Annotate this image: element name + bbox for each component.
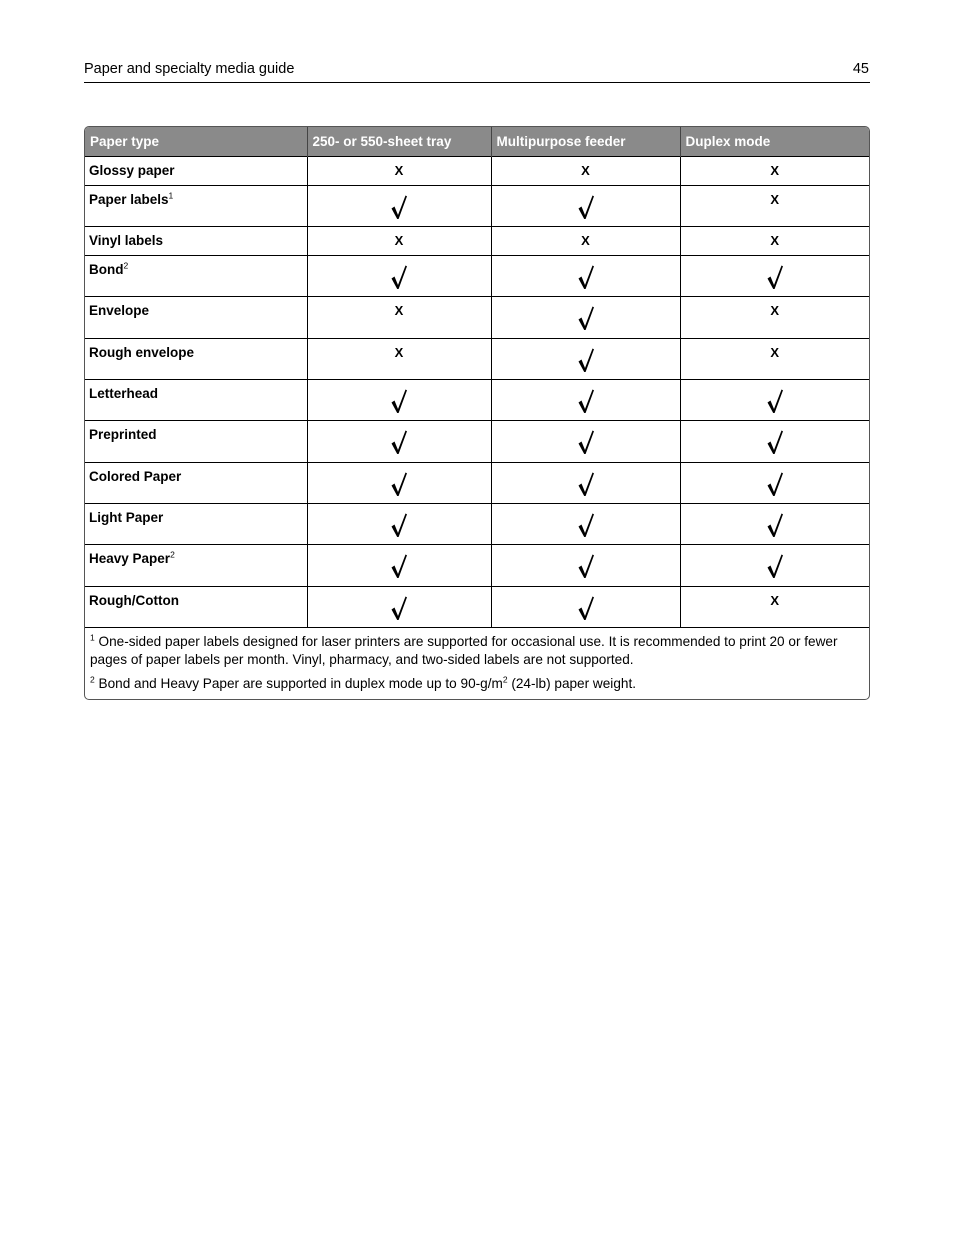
- paper-type-name: Preprinted: [89, 426, 157, 442]
- paper-type-cell: [85, 379, 307, 420]
- support-cell: [680, 586, 869, 627]
- paper-type-cell: [85, 296, 307, 338]
- table-row: [85, 296, 869, 338]
- table-row: [85, 503, 869, 544]
- footnote-1-text: One-sided paper labels designed for laser printers are supported for occasional use. It is recommended to print 20 or fewer pages of paper labels per month. Vinyl, pharmacy, and two-sided labels are not supported.: [90, 634, 838, 667]
- footnote-2-text-a: Bond and Heavy Paper are supported in duplex mode up to 90-g/m: [98, 676, 503, 691]
- check-icon: [685, 264, 866, 290]
- check-icon: [496, 429, 676, 455]
- check-icon: [685, 553, 866, 579]
- support-cell: [491, 544, 680, 586]
- paper-type-name: Bond: [89, 261, 124, 277]
- support-cell: [307, 338, 491, 379]
- support-cell: [491, 185, 680, 226]
- paper-type-cell: [85, 544, 307, 586]
- paper-type-cell: [85, 156, 307, 185]
- table-row: [85, 156, 869, 185]
- support-cell: [491, 420, 680, 462]
- footnote-ref: 2: [170, 549, 175, 559]
- footnote-1-number: 1: [90, 632, 95, 643]
- support-cell: [307, 185, 491, 226]
- check-icon: [312, 512, 487, 538]
- check-icon: [496, 388, 676, 414]
- paper-type-cell: [85, 586, 307, 627]
- support-cell: [491, 462, 680, 503]
- check-icon: [312, 194, 487, 220]
- support-cell: [307, 296, 491, 338]
- support-cell: [307, 420, 491, 462]
- paper-type-cell: [85, 226, 307, 255]
- support-cell: [307, 462, 491, 503]
- paper-type-name: Rough envelope: [89, 344, 195, 360]
- support-cell: [680, 296, 869, 338]
- support-cell: [491, 226, 680, 255]
- paper-type-name: Letterhead: [89, 385, 159, 401]
- check-icon: [685, 512, 866, 538]
- support-cell: [491, 338, 680, 379]
- x-mark: X: [770, 592, 780, 608]
- paper-type-cell: [85, 503, 307, 544]
- footnote-ref: 1: [168, 190, 174, 200]
- x-mark: X: [394, 344, 404, 360]
- support-cell: [680, 255, 869, 296]
- paper-type-name: Heavy Paper: [89, 550, 171, 566]
- header-tray: 250- or 550-sheet tray: [307, 127, 491, 156]
- check-icon: [496, 194, 676, 220]
- x-mark: X: [770, 344, 780, 360]
- paper-type-cell: [85, 338, 307, 379]
- footnote-1: [90, 633, 865, 669]
- table-row: [85, 185, 869, 226]
- paper-type-name: Glossy paper: [89, 162, 175, 178]
- check-icon: [496, 347, 676, 373]
- check-icon: [312, 471, 487, 497]
- support-cell: [680, 420, 869, 462]
- footnote-2-number: 2: [90, 674, 95, 685]
- check-icon: [496, 553, 676, 579]
- support-cell: [680, 185, 869, 226]
- table-row: [85, 420, 869, 462]
- header-title: Paper and specialty media guide: [84, 61, 295, 77]
- x-mark: X: [770, 162, 780, 178]
- support-cell: [680, 544, 869, 586]
- check-icon: [496, 512, 676, 538]
- support-cell: [307, 586, 491, 627]
- support-cell: [491, 255, 680, 296]
- support-cell: [307, 544, 491, 586]
- table-row: [85, 338, 869, 379]
- paper-type-cell: [85, 255, 307, 296]
- table-row: [85, 379, 869, 420]
- x-mark: X: [394, 232, 404, 248]
- paper-type-name: Colored Paper: [89, 468, 182, 484]
- check-icon: [685, 429, 866, 455]
- page-header: [84, 60, 870, 83]
- x-mark: X: [770, 302, 780, 318]
- header-duplex-mode: Duplex mode: [680, 127, 869, 156]
- x-mark: X: [394, 302, 404, 318]
- paper-type-name: Vinyl labels: [89, 232, 164, 248]
- footnote-2-text-b: (24-lb) paper weight.: [507, 676, 636, 691]
- check-icon: [312, 595, 487, 621]
- support-cell: [680, 462, 869, 503]
- table-row: [85, 586, 869, 627]
- x-mark: X: [581, 162, 590, 178]
- paper-type-cell: [85, 462, 307, 503]
- table-row: [85, 226, 869, 255]
- header-multipurpose-feeder: Multipurpose feeder: [491, 127, 680, 156]
- support-cell: [680, 156, 869, 185]
- support-cell: [491, 503, 680, 544]
- x-mark: X: [581, 232, 590, 248]
- table-row: [85, 544, 869, 586]
- header-paper-type: Paper type: [85, 127, 307, 156]
- support-cell: [491, 379, 680, 420]
- support-cell: [307, 226, 491, 255]
- check-icon: [496, 471, 676, 497]
- check-icon: [312, 429, 487, 455]
- check-icon: [312, 388, 487, 414]
- footnote-2: [90, 675, 865, 693]
- support-cell: [680, 226, 869, 255]
- x-mark: X: [770, 191, 780, 207]
- check-icon: [312, 553, 487, 579]
- page-number: 45: [852, 61, 869, 77]
- support-cell: [491, 296, 680, 338]
- paper-support-table: [85, 127, 869, 627]
- support-cell: [680, 379, 869, 420]
- x-mark: X: [394, 162, 404, 178]
- paper-type-name: Rough/Cotton: [89, 592, 179, 608]
- check-icon: [496, 264, 676, 290]
- check-icon: [496, 595, 676, 621]
- paper-type-cell: [85, 420, 307, 462]
- footnote-ref: 2: [123, 260, 129, 270]
- support-cell: [307, 379, 491, 420]
- check-icon: [685, 388, 866, 414]
- check-icon: [312, 264, 487, 290]
- paper-support-table-container: [84, 126, 870, 700]
- paper-type-name: Light Paper: [89, 509, 164, 525]
- support-cell: [491, 156, 680, 185]
- table-footnotes: [85, 627, 869, 699]
- support-cell: [491, 586, 680, 627]
- check-icon: [496, 305, 676, 331]
- paper-type-cell: [85, 185, 307, 226]
- support-cell: [680, 338, 869, 379]
- paper-type-name: Paper labels: [89, 191, 169, 207]
- support-cell: [307, 503, 491, 544]
- footnote-2-unit-sup: 2: [502, 674, 508, 685]
- table-body: [85, 156, 869, 627]
- table-row: [85, 462, 869, 503]
- table-header-row: [85, 127, 869, 156]
- check-icon: [685, 471, 866, 497]
- support-cell: [307, 255, 491, 296]
- support-cell: [680, 503, 869, 544]
- x-mark: X: [770, 232, 780, 248]
- support-cell: [307, 156, 491, 185]
- table-row: [85, 255, 869, 296]
- paper-type-name: Envelope: [89, 302, 150, 318]
